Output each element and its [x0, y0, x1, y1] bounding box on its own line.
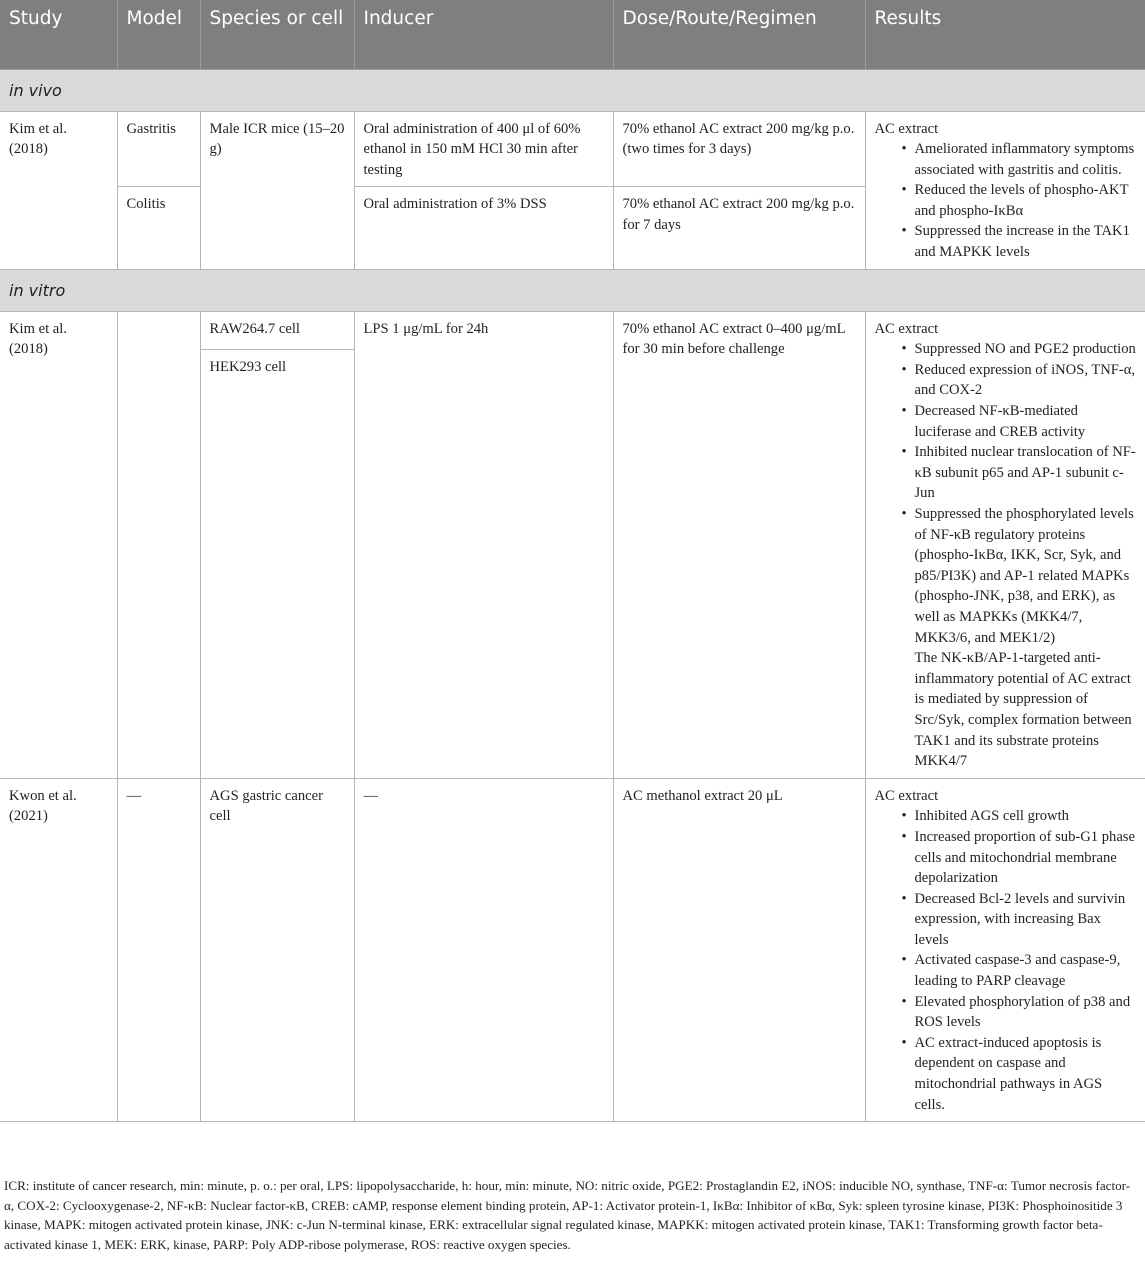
cell-results [865, 311, 1145, 778]
list-item: • Decreased NF-κB-mediated luciferase and CREB activity [915, 401, 1137, 442]
header-dose: Dose/Route/Regimen [613, 0, 865, 69]
list-item: • Inhibited nuclear translocation of NF-κB subunit p65 and AP-1 subunit c-Jun [915, 442, 1137, 504]
header-model: Model [117, 0, 200, 69]
cell-inducer: LPS 1 μg/mL for 24h [354, 311, 613, 778]
header-results: Results [865, 0, 1145, 69]
cell-species: RAW264.7 cell [200, 311, 354, 349]
cell-dose: 70% ethanol AC extract 0–400 μg/mL for 30 min before challenge [613, 311, 865, 778]
table-row-kwon [0, 778, 1145, 1122]
results-list [875, 139, 1137, 263]
results-intro: AC extract [874, 320, 939, 337]
cell-dose: 70% ethanol AC extract 200 mg/kg p.o. (two times for 3 days) [613, 111, 865, 187]
cell-inducer: Oral administration of 3% DSS [354, 187, 613, 269]
cell-dose: 70% ethanol AC extract 200 mg/kg p.o. for 7 days [613, 187, 865, 269]
header-inducer: Inducer [354, 0, 613, 69]
table-row-kim-vitro [0, 311, 1145, 349]
cell-dose: AC methanol extract 20 μL [613, 778, 865, 1122]
header-row [0, 0, 1145, 69]
list-item: • Decreased Bcl-2 levels and survivin expression, with increasing Bax levels [915, 889, 1137, 951]
list-item: • Inhibited AGS cell growth [915, 806, 1137, 827]
section-in-vitro [0, 269, 1145, 311]
table-row-kim-gastritis [0, 111, 1145, 187]
cell-inducer: — [354, 778, 613, 1122]
cell-study: Kim et al. (2018) [0, 111, 117, 269]
cell-results [865, 778, 1145, 1122]
list-item: • Ameliorated inflammatory symptoms associated with gastritis and colitis. [915, 139, 1137, 180]
list-item: • Reduced the levels of phospho-AKT and phospho-IκBα [915, 180, 1137, 221]
results-list [875, 806, 1137, 1115]
list-item: • Suppressed the phosphorylated levels of NF-κB regulatory proteins (phospho-IκBα, IKK, Scr, Syk, and p85/PI3K) and AP-1 related MAPKs (phospho-JNK, p38, and ERK), as well as MAPKKs (MKK4/7, MKK3/6, and MEK1/2) [915, 504, 1137, 648]
results-intro: AC extract [874, 120, 939, 137]
header-species: Species or cell [200, 0, 354, 69]
table-footnote: ICR: institute of cancer research, min: minute, p. o.: per oral, LPS: lipopolysaccharide, h: hour, min: minute, NO: nitric oxide, PGE2: Prostaglandin E2, iNOS: inducible NO, synthase, TNF-α: Tumor necrosis factor-α, COX-2: Cyclooxygenase-2, NF-κB: Nuclear factor-κB, CREB: cAMP, response element binding protein, AP-1: Activator protein-1, IκBα: Inhibitor of κBα, Syk: spleen tyrosine kinase, PI3K: Phosphoinositide 3 kinase, MAPK: mitogen activated protein kinase, JNK: c-Jun N-terminal kinase, ERK: extracellular signal regulated kinase, MAPKK: mitogen activated protein kinase, TAK1: Transforming growth factor beta-activated kinase 1, MEK: ERK, kinase, PARP: Poly ADP-ribose polymerase, ROS: reactive oxygen species. [4, 1178, 1131, 1252]
cell-species: HEK293 cell [200, 349, 354, 778]
list-item: • Suppressed the increase in the TAK1 and MAPKK levels [915, 221, 1137, 262]
cell-model [117, 311, 200, 778]
list-item: • AC extract-induced apoptosis is dependent on caspase and mitochondrial pathways in AGS cells. [915, 1033, 1137, 1115]
cell-species: AGS gastric cancer cell [200, 778, 354, 1122]
cell-model: Gastritis [117, 111, 200, 187]
list-item: • Elevated phosphorylation of p38 and ROS levels [915, 992, 1137, 1033]
results-list [875, 339, 1137, 648]
header-study: Study [0, 0, 117, 69]
cell-results [865, 111, 1145, 269]
cell-study: Kim et al. (2018) [0, 311, 117, 778]
cell-species: Male ICR mice (15–20 g) [200, 111, 354, 269]
list-item: • Activated caspase-3 and caspase-9, leading to PARP cleavage [915, 950, 1137, 991]
results-tail: The NK-κB/AP-1-targeted anti-inflammatory potential of AC extract is mediated by suppression of Src/Syk, complex formation between TAK1 and its substrate proteins MKK4/7 [914, 650, 1132, 770]
list-item: • Suppressed NO and PGE2 production [915, 339, 1137, 360]
cell-study: Kwon et al. (2021) [0, 778, 117, 1122]
cell-model: — [117, 778, 200, 1122]
section-label-in-vitro: in vitro [0, 269, 1145, 311]
section-in-vivo [0, 69, 1145, 111]
cell-model: Colitis [117, 187, 200, 269]
list-item: • Increased proportion of sub-G1 phase cells and mitochondrial membrane depolarization [915, 827, 1137, 889]
cell-inducer: Oral administration of 400 μl of 60% ethanol in 150 mM HCl 30 min after testing [354, 111, 613, 187]
list-item: • Reduced expression of iNOS, TNF-α, and COX-2 [915, 360, 1137, 401]
results-intro: AC extract [874, 787, 939, 804]
section-label-in-vivo: in vivo [0, 69, 1145, 111]
